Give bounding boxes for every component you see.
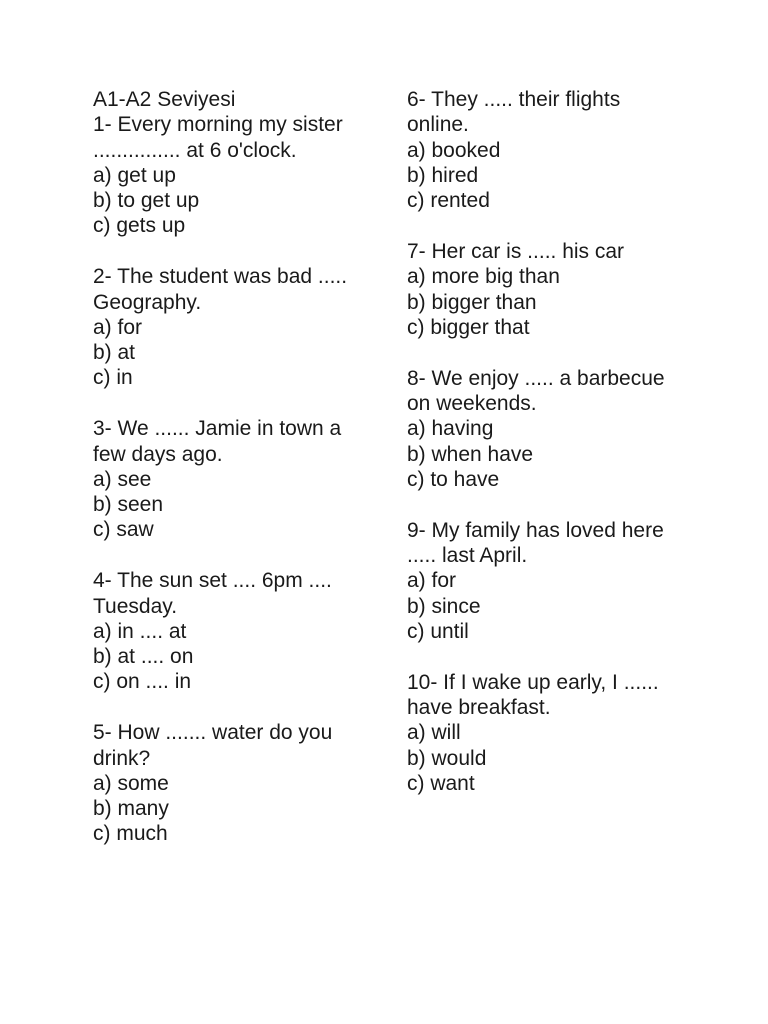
question-2 <box>93 264 378 390</box>
option-a: a) some <box>93 771 169 795</box>
option-c: c) to have <box>407 467 500 491</box>
option-c: c) rented <box>407 189 490 213</box>
option-b: b) seen <box>93 493 164 517</box>
option-a: a) in .... at <box>93 619 187 643</box>
option-a: a) see <box>93 467 152 491</box>
option-b: b) many <box>93 797 169 821</box>
question-text: 10- If I wake up early, I ...... have breakfast. <box>407 670 659 719</box>
question-3 <box>93 416 378 542</box>
question-9 <box>407 518 672 644</box>
question-text: 8- We enjoy ..... a barbecue on weekends. <box>407 366 665 415</box>
question-text: 5- How ....... water do you drink? <box>93 721 333 770</box>
option-c: c) saw <box>93 518 154 542</box>
option-a: a) for <box>407 569 457 593</box>
question-text: 3- We ...... Jamie in town a few days ago. <box>93 417 342 466</box>
option-a: a) more big than <box>407 265 560 289</box>
question-6 <box>407 87 672 213</box>
right-column <box>407 87 672 822</box>
option-b: b) at <box>93 341 136 365</box>
question-10 <box>407 670 672 796</box>
option-c: c) until <box>407 619 469 643</box>
question-text: 4- The sun set .... 6pm .... Tuesday. <box>93 569 332 618</box>
question-4 <box>93 568 378 694</box>
option-a: a) get up <box>93 163 176 187</box>
option-b: b) to get up <box>93 189 200 213</box>
worksheet-heading: A1-A2 Seviyesi <box>93 88 236 111</box>
option-b: b) when have <box>407 442 534 466</box>
question-8 <box>407 366 672 492</box>
option-b: b) at .... on <box>93 645 194 669</box>
option-c: c) on .... in <box>93 670 192 694</box>
option-b: b) would <box>407 746 487 770</box>
question-7 <box>407 239 672 340</box>
option-b: b) bigger than <box>407 290 537 314</box>
option-a: a) will <box>407 721 461 745</box>
option-a: a) for <box>93 315 143 339</box>
question-5 <box>93 720 378 846</box>
left-column <box>93 87 378 872</box>
option-c: c) much <box>93 822 168 846</box>
option-c: c) in <box>93 366 133 390</box>
option-b: b) since <box>407 594 481 618</box>
question-text: 7- Her car is ..... his car <box>407 239 625 263</box>
question-text: 9- My family has loved here ..... last April. <box>407 518 664 567</box>
option-b: b) hired <box>407 163 479 187</box>
question-text: 1- Every morning my sister ............... at 6 o'clock. <box>93 113 343 162</box>
option-c: c) bigger that <box>407 315 530 339</box>
option-a: a) booked <box>407 138 501 162</box>
question-1 <box>93 112 378 238</box>
option-c: c) want <box>407 771 475 795</box>
option-a: a) having <box>407 417 494 441</box>
question-text: 2- The student was bad ..... Geography. <box>93 265 348 314</box>
question-text: 6- They ..... their flights online. <box>407 88 621 137</box>
option-c: c) gets up <box>93 214 186 238</box>
